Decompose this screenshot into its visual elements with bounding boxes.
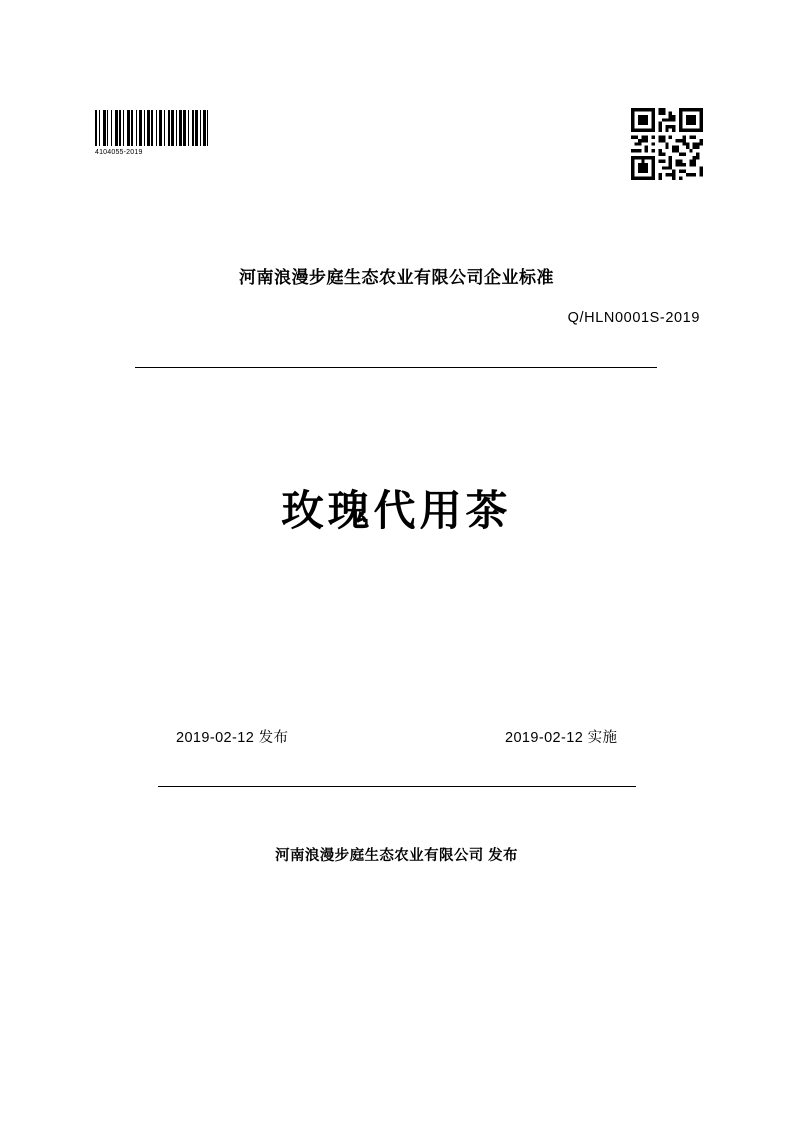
barcode-block (95, 110, 210, 156)
standard-title: 河南浪漫步庭生态农业有限公司企业标准 (239, 268, 554, 287)
effective-date: 2019-02-12 实施 (505, 730, 618, 746)
dates-row (0, 726, 793, 748)
publisher-line: 河南浪漫步庭生态农业有限公司 发布 (275, 848, 518, 864)
page-title: 玫瑰代用茶 (281, 487, 512, 534)
divider-bottom (158, 786, 636, 787)
divider-top (135, 367, 657, 368)
barcode-number: 4104055-2019 (95, 149, 143, 156)
issue-date: 2019-02-12 发布 (176, 730, 289, 746)
qr-code-icon (631, 108, 703, 180)
standard-code: Q/HLN0001S-2019 (567, 310, 700, 326)
barcode-icon (95, 110, 208, 146)
